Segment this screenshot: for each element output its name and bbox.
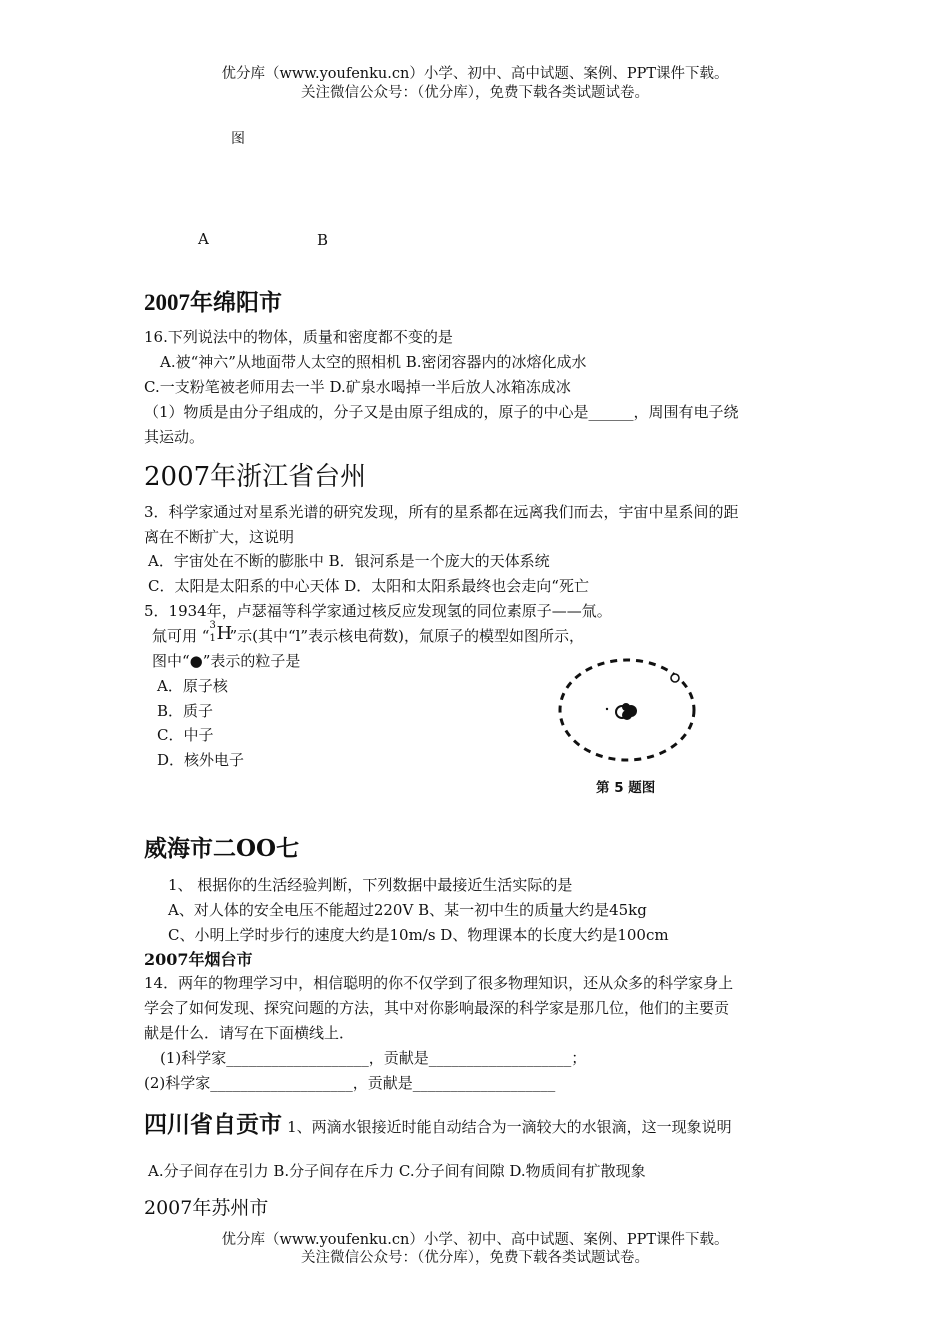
figure-option-b: B — [317, 231, 329, 249]
q5-line2-post: ”示(其中“l”表示核电荷数)，氚原子的模型如图所示， — [229, 627, 584, 645]
question-5-option: A．原子核 — [157, 677, 228, 695]
question-3-options-cd: C．太阳是太阳系的中心天体 D．太阳和太阳系最终也会走向“死亡 — [148, 577, 589, 595]
question-3-line-1: 3．科学家通过对星系光谱的研究发现，所有的星系都在远离我们而去，宇宙中星系间的距 — [144, 503, 739, 521]
question-3-options-ab: A．宇宙处在不断的膨胀中 B．银河系是一个庞大的天体系统 — [148, 552, 550, 570]
question-5-option: D．核外电子 — [157, 751, 245, 769]
q5-line2-pre: 氚可用 “ — [152, 627, 210, 645]
question-14-line-2: 学会了如何发现、探究问题的方法，其中对你影响最深的科学家是那几位，他们的主要贡 — [144, 999, 730, 1017]
section-heading-zigong: 四川省自贡市 — [144, 1112, 282, 1138]
question-1-line-2: 其运动。 — [144, 428, 205, 446]
question-16-options-cd: C.一支粉笔被老师用去一半 D.矿泉水喝掉一半后放人冰箱冻成冰 — [144, 378, 571, 396]
iso-mass-number: 3 — [209, 620, 216, 631]
tritium-atom-diagram — [550, 652, 710, 772]
answer-blank-1[interactable]: (1)科学家___________________，贡献是___________________； — [160, 1049, 587, 1067]
question-weihai-1: 1、 根据你的生活经验判断，下列数据中最接近生活实际的是 — [168, 876, 573, 894]
footer-line-1: 优分库（www.youfenku.cn）小学、初中、高中试题、案例、PPT课件下载。 — [221, 1232, 729, 1248]
question-3-line-2: 离在不断扩大，这说明 — [144, 528, 295, 546]
figure-caption: 第 5 题图 — [596, 780, 656, 796]
answer-blank-2[interactable]: (2)科学家___________________，贡献是___________________ — [144, 1074, 556, 1092]
question-5-line-1: 5．1934年，卢瑟福等科学家通过核反应发现氢的同位素原子——氚。 — [144, 602, 612, 620]
question-5-line-3: 图中“●”表示的粒子是 — [152, 652, 301, 670]
header-line-1: 优分库（www.youfenku.cn）小学、初中、高中试题、案例、PPT课件下载。 — [221, 66, 729, 82]
electron — [671, 674, 679, 682]
section-heading-taizhou: 2007年浙江省台州 — [144, 462, 367, 492]
question-5-option: B．质子 — [157, 702, 214, 720]
question-16: 16.下列说法中的物体，质量和密度都不变的是 — [144, 328, 453, 346]
question-zigong-1-options: A.分子间存在引力 B.分子间存在斥力 C.分子间有间隙 D.物质间有扩散现象 — [148, 1162, 646, 1180]
tritium-isotope-notation — [209, 620, 233, 644]
zigong-line — [144, 1106, 732, 1139]
section-heading-yantai: 2007年烟台市 — [144, 950, 253, 969]
orbit-dot — [606, 708, 608, 710]
iso-atomic-number: 1 — [209, 633, 216, 644]
footer-line-2: 关注微信公众号：（优分库），免费下载各类试题试卷。 — [301, 1250, 649, 1266]
section-heading-mianyang: 2007年绵阳市 — [144, 290, 282, 315]
question-weihai-1-options-ab: A、对人体的安全电压不能超过220V B、某一初中生的质量大约是45kg — [168, 901, 647, 919]
iso-symbol: H — [216, 623, 233, 644]
header-line-2: 关注微信公众号：（优分库），免费下载各类试题试卷。 — [301, 85, 649, 101]
question-zigong-1: 1、两滴水银接近时能自动结合为一滴较大的水银滴，这一现象说明 — [287, 1118, 732, 1136]
figure-label: 图 — [231, 131, 245, 147]
question-14-line-1: 14．两年的物理学习中，相信聪明的你不仅学到了很多物理知识，还从众多的科学家身上 — [144, 974, 734, 992]
question-14-line-3: 献是什么．请写在下面横线上． — [144, 1024, 355, 1042]
question-5-line-2 — [152, 620, 584, 646]
question-5-option: C．中子 — [157, 726, 214, 744]
section-heading-weihai: 威海市二OO七 — [144, 835, 300, 862]
question-16-options-ab: A.被“神六”从地面带人太空的照相机 B.密闭容器内的冰熔化成水 — [160, 353, 587, 371]
nucleus-particle — [622, 710, 632, 720]
section-heading-suzhou: 2007年苏州市 — [144, 1197, 269, 1219]
question-1-line-1: （1）物质是由分子组成的，分子又是由原子组成的，原子的中心是______，周围有电子绕 — [144, 403, 739, 421]
figure-option-a: A — [198, 230, 209, 248]
nucleus-particle — [622, 703, 630, 711]
question-weihai-1-options-cd: C、小明上学时步行的速度大约是10m/s D、物理课本的长度大约是100cm — [168, 926, 669, 944]
